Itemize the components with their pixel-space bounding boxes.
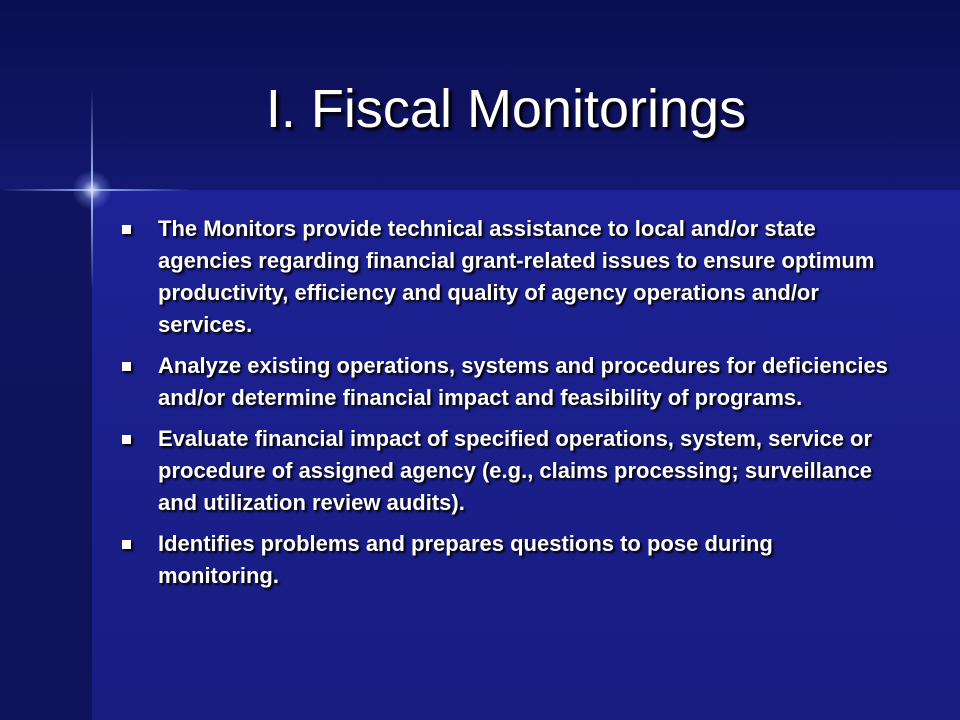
bullet-text: Identifies problems and prepares questions to pose during monitoring. (158, 531, 773, 588)
bullet-text: Analyze existing operations, systems and procedures for deficiencies and/or determine financial impact and feasibility of programs. (158, 353, 888, 410)
bullet-item (118, 213, 898, 341)
bullet-item (118, 350, 898, 414)
slide-title: I. Fiscal Monitorings (265, 79, 747, 139)
square-bullet-icon (122, 362, 131, 371)
bullet-item (118, 423, 898, 519)
bullet-text: The Monitors provide technical assistance to local and/or state agencies regarding financial grant-related issues to ensure optimum productivity, efficiency and quality of agency operations and/or services. (158, 216, 875, 337)
square-bullet-icon (122, 435, 131, 444)
bullet-text: Evaluate financial impact of specified operations, system, service or procedure of assigned agency (e.g., claims processing; surveillance and utilization review audits). (158, 426, 873, 515)
square-bullet-icon (122, 540, 131, 549)
starburst-glow (72, 170, 112, 210)
left-band (0, 190, 92, 720)
bullet-list (118, 213, 898, 601)
bullet-item (118, 528, 898, 592)
square-bullet-icon (122, 225, 131, 234)
